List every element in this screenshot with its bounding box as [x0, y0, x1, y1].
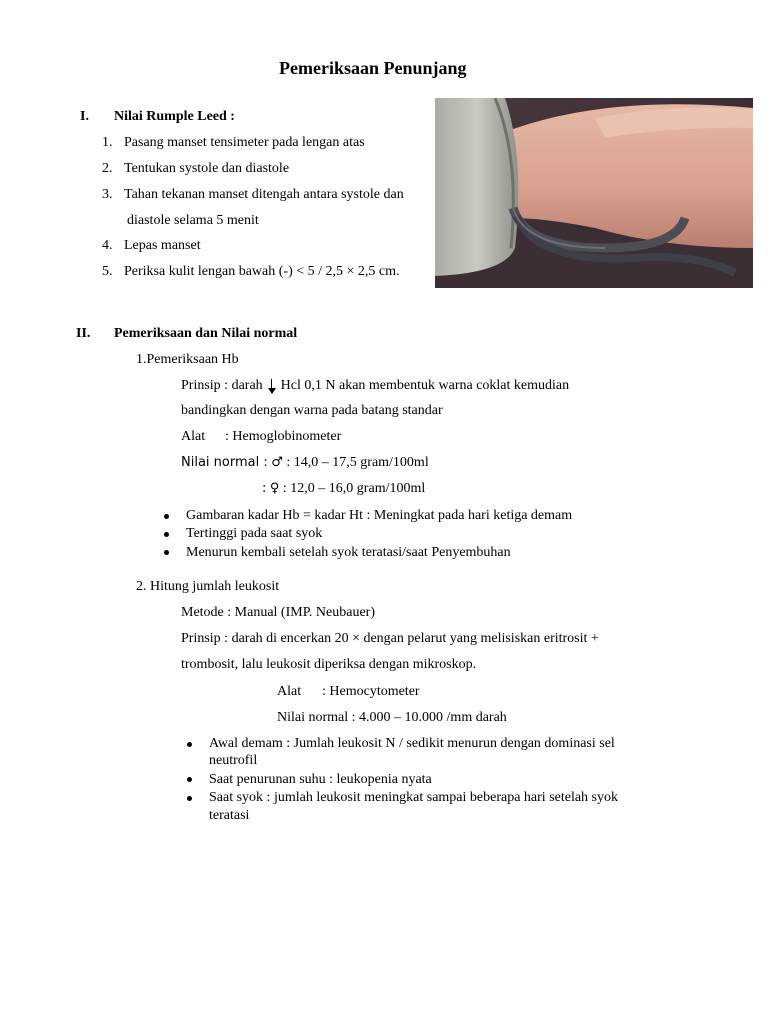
- step-text: Pasang manset tensimeter pada lengan atas: [124, 135, 365, 150]
- list-item: Awal demam : Jumlah leukosit N / sedikit menurun dengan dominasi sel: [209, 736, 615, 751]
- hb-female-value: : 12,0 – 16,0 gram/100ml: [282, 481, 426, 496]
- arm-cuff-photo: [435, 98, 753, 288]
- step-text: Tahan tekanan manset ditengah antara systole dan: [124, 187, 404, 202]
- section1-heading: Nilai Rumple Leed :: [114, 109, 235, 124]
- hb-prinsip-line1: [181, 377, 569, 395]
- list-item-continued: teratasi: [209, 808, 250, 823]
- hb-nilai-male: [181, 454, 429, 472]
- step-number: 1.: [102, 135, 113, 150]
- step-number: 5.: [102, 264, 113, 279]
- list-item: Gambaran kadar Hb = kadar Ht : Meningkat pada hari ketiga demam: [186, 508, 573, 523]
- step-text: diastole selama 5 menit: [127, 213, 259, 228]
- hb-prinsip-line2: bandingkan dengan warna pada batang standar: [181, 403, 443, 418]
- leukosit-alat-label: Alat: [277, 684, 302, 699]
- step-number: 3.: [102, 187, 113, 202]
- arm-cuff-illustration: [435, 98, 753, 288]
- arrow-down-icon: [267, 379, 277, 393]
- hb-male-value: : 14,0 – 17,5 gram/100ml: [286, 455, 429, 470]
- page-title: Pemeriksaan Penunjang: [279, 58, 467, 78]
- hb-alat-label: Alat: [181, 429, 206, 444]
- leukosit-metode: Metode : Manual (IMP. Neubauer): [181, 605, 376, 620]
- leukosit-alat-value: : Hemocytometer: [322, 684, 420, 699]
- list-item: Saat syok : jumlah leukosit meningkat sampai beberapa hari setelah syok: [209, 790, 619, 805]
- hb-prinsip-start: Prinsip : darah: [181, 378, 263, 393]
- bullet-icon: [164, 532, 169, 537]
- leukosit-prinsip-line2: trombosit, lalu leukosit diperiksa dengan mikroskop.: [181, 657, 477, 672]
- step-text: Periksa kulit lengan bawah (-) < 5 / 2,5 × 2,5 cm.: [124, 264, 400, 279]
- hb-nilai-label: Nilai normal :: [181, 455, 268, 470]
- step-text: Lepas manset: [124, 238, 201, 253]
- male-symbol: ♂: [271, 455, 283, 470]
- bullet-icon: [164, 514, 169, 519]
- leukosit-nilai: Nilai normal : 4.000 – 10.000 /mm darah: [277, 710, 507, 725]
- section2-heading: Pemeriksaan dan Nilai normal: [114, 326, 298, 341]
- hb-nilai-female: [262, 480, 425, 498]
- bullet-icon: [187, 796, 192, 801]
- list-item: Saat penurunan suhu : leukopenia nyata: [209, 772, 432, 787]
- list-item: Tertinggi pada saat syok: [186, 526, 323, 541]
- bullet-icon: [164, 550, 169, 555]
- list-item-continued: neutrofil: [209, 753, 258, 768]
- section1-number: I.: [80, 109, 89, 124]
- hb-prinsip-end: Hcl 0,1 N akan membentuk warna coklat kemudian: [280, 378, 570, 393]
- bullet-icon: [187, 777, 192, 782]
- bullet-icon: [187, 742, 192, 747]
- female-prefix: :: [262, 481, 267, 496]
- hb-title: 1.Pemeriksaan Hb: [136, 352, 239, 367]
- step-number: 4.: [102, 238, 113, 253]
- leukosit-title: 2. Hitung jumlah leukosit: [136, 579, 280, 594]
- step-number: 2.: [102, 161, 113, 176]
- female-symbol: ♀: [269, 481, 280, 496]
- step-text: Tentukan systole dan diastole: [124, 161, 290, 176]
- section2-number: II.: [76, 326, 91, 341]
- list-item: Menurun kembali setelah syok teratasi/saat Penyembuhan: [186, 545, 511, 560]
- leukosit-prinsip-line1: Prinsip : darah di encerkan 20 × dengan pelarut yang melisiskan eritrosit +: [181, 631, 599, 646]
- hb-alat-value: : Hemoglobinometer: [225, 429, 342, 444]
